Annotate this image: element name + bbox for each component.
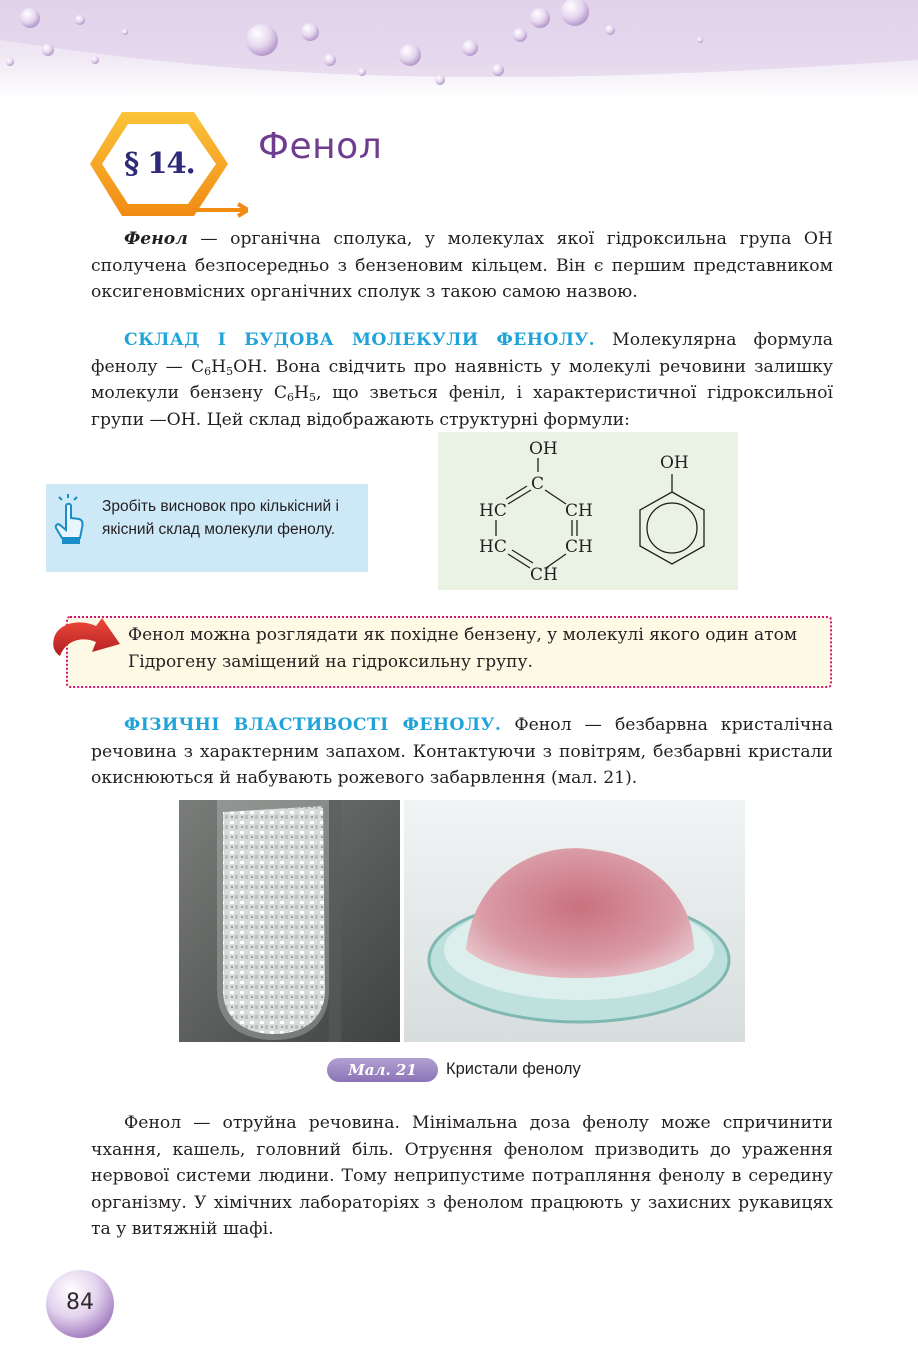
intro-paragraph: [91, 226, 833, 306]
composition-text: , що зветься феніл, і характеристичної гідроксильної групи —OH. Цей склад відображають структурні формули:: [91, 383, 833, 430]
formula-subscript: 6: [286, 391, 294, 404]
structural-formula-panel: [438, 432, 738, 590]
formula-subscript: 5: [226, 364, 234, 378]
physical-properties-paragraph: [91, 712, 833, 792]
formula-oh-ring: OH: [660, 453, 689, 473]
toxicity-paragraph: [91, 1110, 833, 1243]
header-decoration: [0, 0, 918, 100]
intro-term: Фенол: [124, 229, 188, 249]
composition-text: H: [293, 383, 309, 403]
formula-subscript: 6: [204, 364, 212, 378]
bubbles-decoration: [0, 0, 918, 100]
pointing-hand-icon: [52, 494, 86, 546]
curved-arrow-icon: [48, 612, 132, 668]
composition-paragraph: [91, 327, 833, 433]
section-number: § 14.: [124, 146, 195, 180]
physical-heading: ФІЗИЧНІ ВЛАСТИВОСТІ ФЕНОЛУ.: [124, 715, 502, 735]
formula-ch-bottom: CH: [530, 565, 558, 585]
formula-ch-right-lower: CH: [565, 537, 593, 557]
composition-text: Молекулярна формула фенолу — C: [91, 330, 833, 377]
phenol-test-tube-photo: [179, 800, 400, 1042]
figure-label: Мал. 21: [348, 1061, 417, 1079]
formula-ch-right-upper: CH: [565, 501, 593, 521]
composition-text: OH. Вона свідчить про наявність у молекулі речовини залишку молекули бензену C: [91, 356, 833, 403]
callout-text: Фенол можна розглядати як похідне бензену, у молекулі якого один атом Гідрогену заміщений на гідроксильну групу.: [128, 625, 798, 672]
formula-subscript: 5: [308, 391, 316, 404]
page-title: Фенол: [258, 126, 383, 168]
composition-heading: СКЛАД І БУДОВА МОЛЕКУЛИ ФЕНОЛУ.: [124, 330, 596, 350]
task-note-text: Зробіть висновок про кількісний і якісний склад молекули фенолу.: [102, 498, 339, 538]
phenol-dish-photo: [404, 800, 745, 1042]
formula-hc-left-lower: HC: [479, 537, 507, 557]
composition-text: H: [211, 356, 227, 377]
toxicity-text: Фенол — отруйна речовина. Мінімальна доза фенолу може спричинити чхання, кашель, головний біль. Отруєння фенолом призводить до ураження нервової системи людини. Тому неприпустиме потрапляння фенолу в середину організму. У хімічних лабораторіях з фенолом працюють у захисних рукавицях та у витяжній шафі.: [91, 1113, 833, 1239]
formula-oh-top: OH: [529, 439, 558, 459]
phenol-structural-formulas: [438, 432, 738, 590]
intro-text: — органічна сполука, у молекулах якої гідроксильна група ОН сполучена безпосередньо з бензеновим кільцем. Він є першим представником оксигеновмісних органічних сполук з такою самою назвою.: [91, 229, 833, 302]
formula-hc-left-upper: HC: [479, 501, 507, 521]
page-number: 84: [66, 1290, 94, 1315]
figure-caption: Кристали фенолу: [446, 1060, 581, 1078]
formula-c-top: C: [531, 474, 545, 494]
physical-text: Фенол — безбарвна кристалічна речовина з характерним запахом. Контактуючи з повітрям, безбарвні кристали окиснюються й набувають рожевого забарвлення (мал. 21).: [91, 715, 833, 788]
